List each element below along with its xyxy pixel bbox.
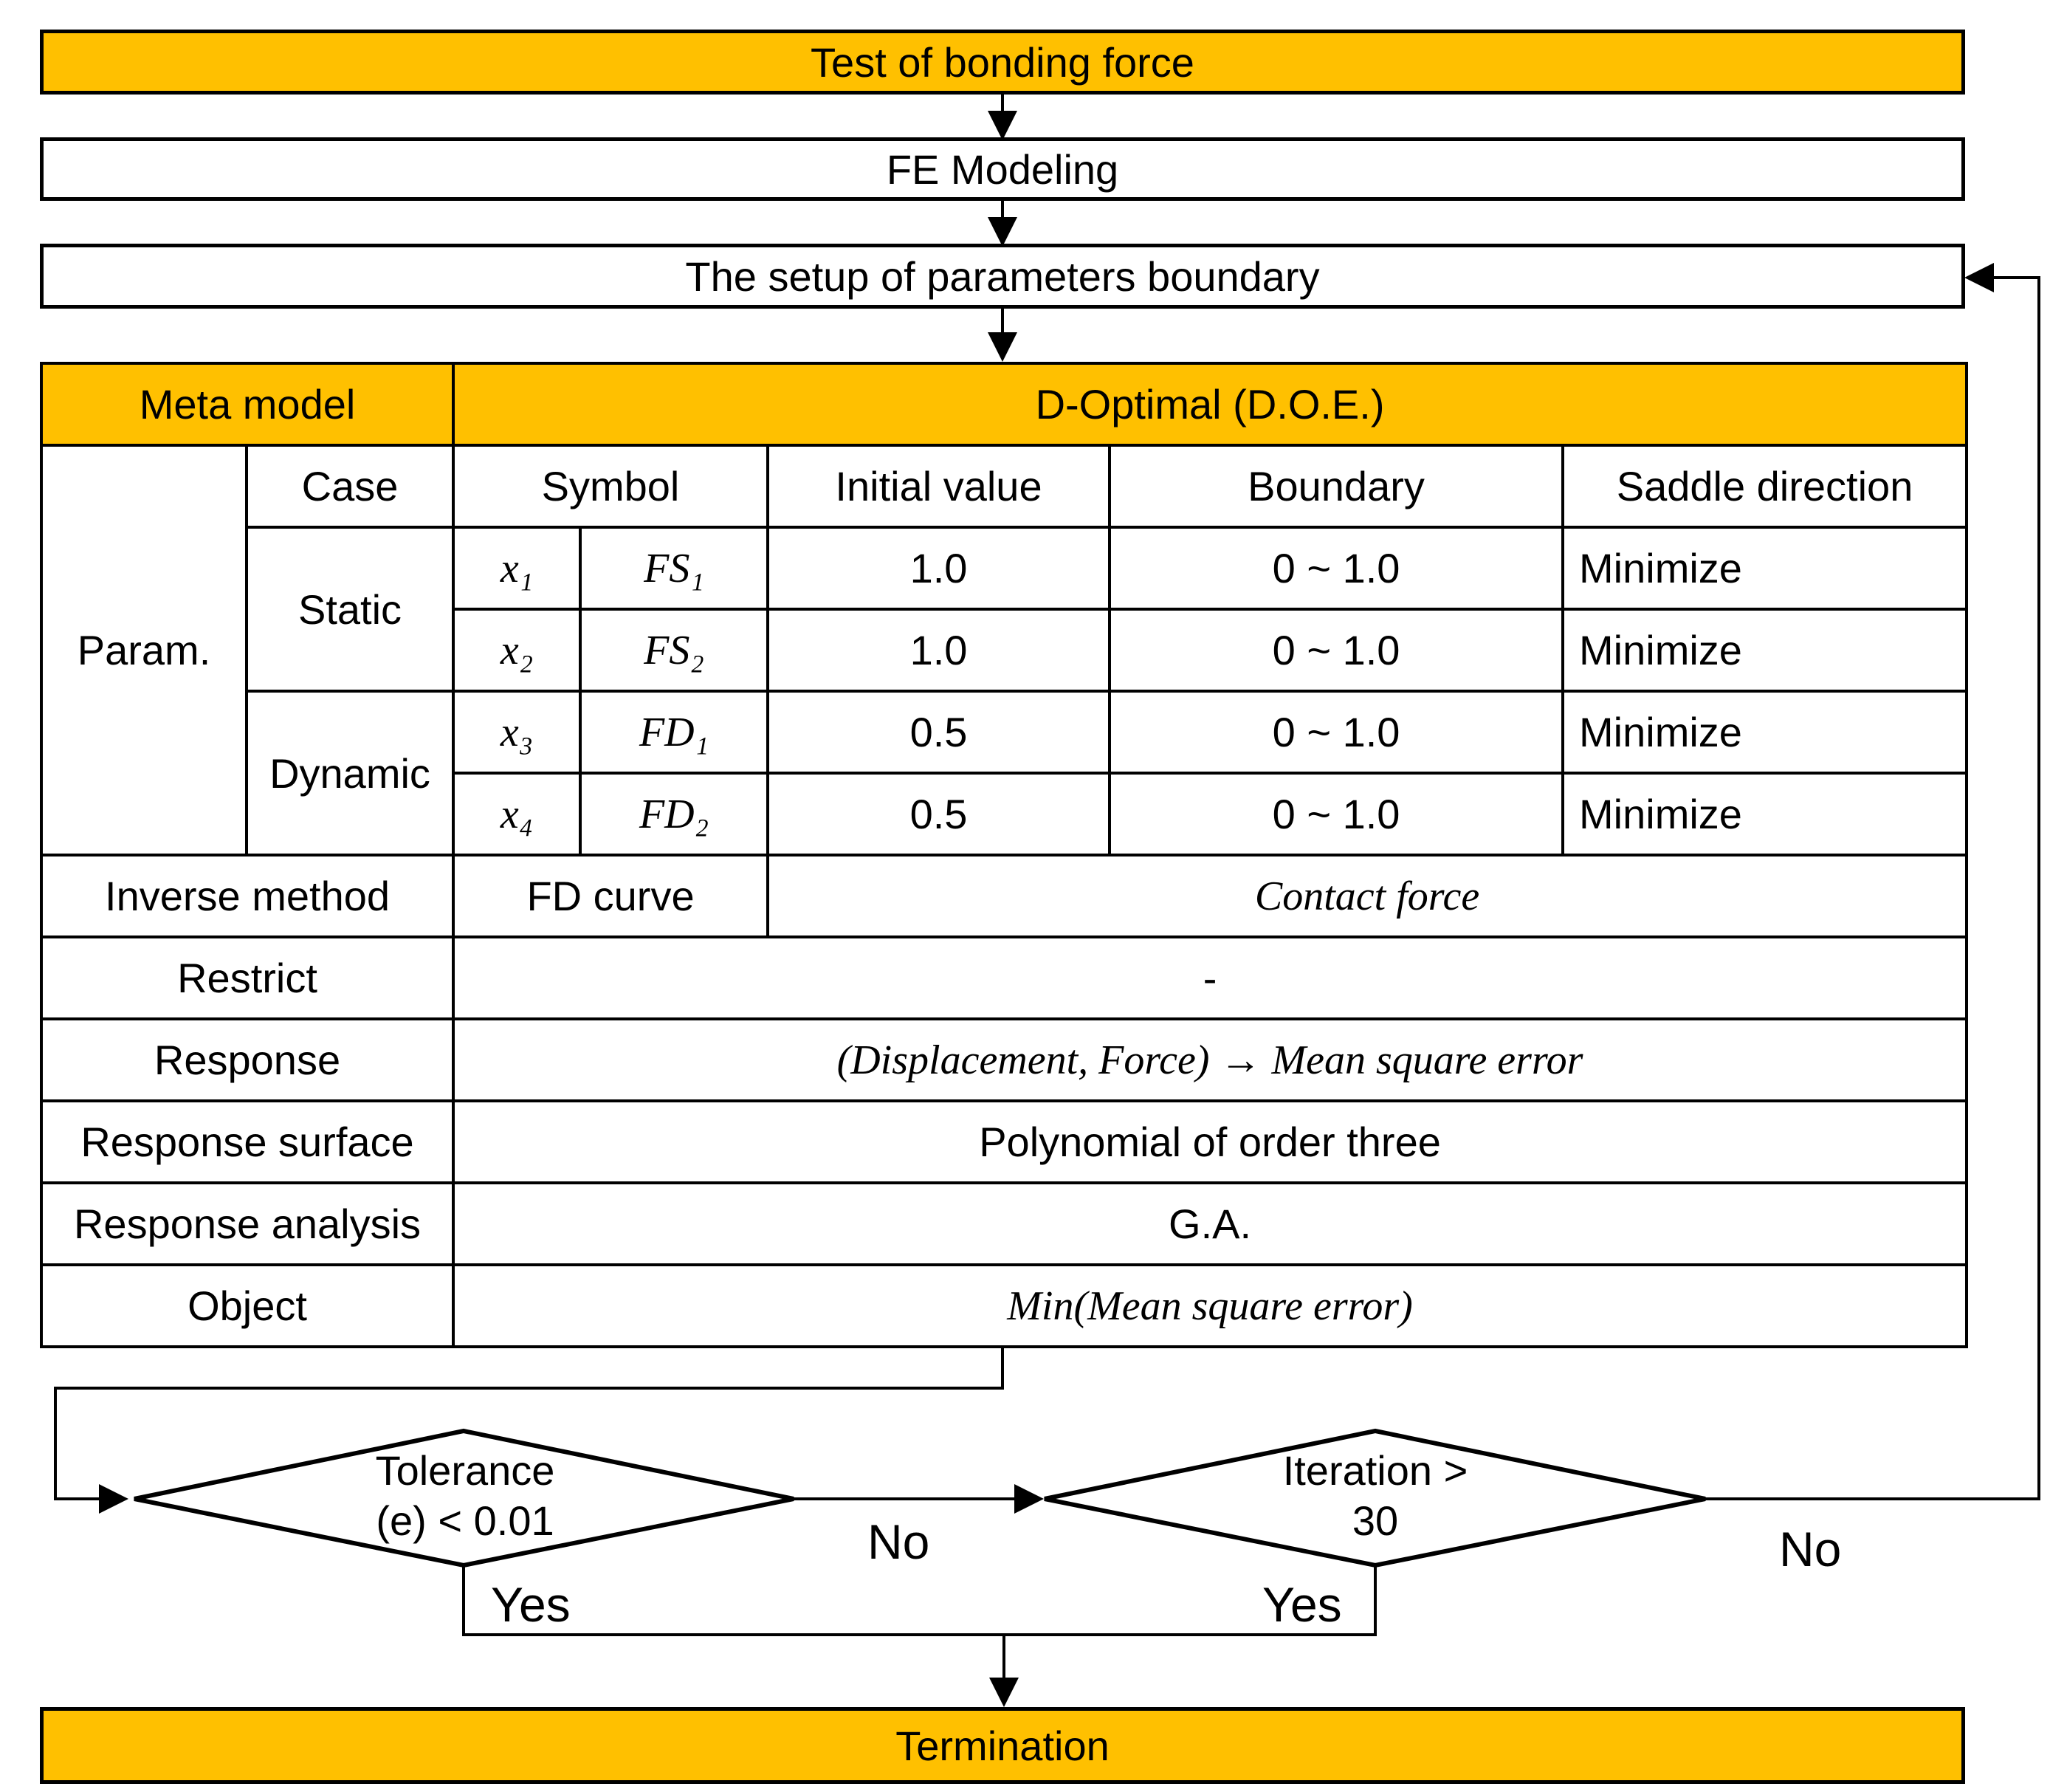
inverse-label: Inverse method <box>41 855 453 937</box>
inverse-value: FD curve <box>453 855 768 937</box>
initial-header: Initial value <box>768 445 1110 527</box>
no-label-2: No <box>1779 1522 1842 1576</box>
init: 1.0 <box>768 609 1110 691</box>
iter-line1: Iteration > <box>1282 1447 1468 1494</box>
iteration-text <box>1228 1446 1523 1546</box>
var: x₁ <box>453 527 580 609</box>
sym: FS₂ <box>580 609 768 691</box>
symbol-header: Symbol <box>453 445 768 527</box>
yes-label-2: Yes <box>1262 1577 1342 1632</box>
dir: Minimize <box>1563 609 1967 691</box>
saddle-header: Saddle direction <box>1563 445 1967 527</box>
init: 1.0 <box>768 527 1110 609</box>
boundary-header: Boundary <box>1110 445 1563 527</box>
sym: FD₂ <box>580 773 768 855</box>
fe-modeling-box: FE Modeling <box>40 137 1965 201</box>
sym: FS₁ <box>580 527 768 609</box>
dir: Minimize <box>1563 691 1967 773</box>
dynamic-label: Dynamic <box>247 691 453 855</box>
tol-line2: (e) < 0.01 <box>376 1497 554 1544</box>
bound: 0 ~ 1.0 <box>1110 527 1563 609</box>
param-label: Param. <box>41 445 247 855</box>
bound: 0 ~ 1.0 <box>1110 773 1563 855</box>
var: x₄ <box>453 773 580 855</box>
static-label: Static <box>247 527 453 691</box>
sym: FD₁ <box>580 691 768 773</box>
response-label: Response <box>41 1019 453 1101</box>
inverse-detail: Contact force <box>768 855 1967 937</box>
tolerance-text <box>317 1446 613 1546</box>
bound: 0 ~ 1.0 <box>1110 691 1563 773</box>
init: 0.5 <box>768 773 1110 855</box>
restrict-value: - <box>453 937 1967 1019</box>
response-value: (Displacement, Force) → Mean square error <box>453 1019 1967 1101</box>
table-row <box>41 527 1967 609</box>
iter-line2: 30 <box>1352 1497 1399 1544</box>
test-bonding-force-box: Test of bonding force <box>40 30 1965 95</box>
parameter-boundary-box: The setup of parameters boundary <box>40 244 1965 309</box>
object-label: Object <box>41 1265 453 1347</box>
tol-line1: Tolerance <box>375 1447 555 1494</box>
dir: Minimize <box>1563 527 1967 609</box>
var: x₃ <box>453 691 580 773</box>
case-header: Case <box>247 445 453 527</box>
termination-box: Termination <box>40 1707 1965 1784</box>
object-value: Min(Mean square error) <box>453 1265 1967 1347</box>
no-label-1: No <box>867 1514 930 1569</box>
surface-value: Polynomial of order three <box>453 1101 1967 1183</box>
dir: Minimize <box>1563 773 1967 855</box>
var: x₂ <box>453 609 580 691</box>
doe-label: D-Optimal (D.O.E.) <box>453 363 1967 445</box>
meta-model-label: Meta model <box>41 363 453 445</box>
table-row <box>41 691 1967 773</box>
analysis-label: Response analysis <box>41 1183 453 1265</box>
bound: 0 ~ 1.0 <box>1110 609 1563 691</box>
yes-label-1: Yes <box>491 1577 571 1632</box>
init: 0.5 <box>768 691 1110 773</box>
restrict-label: Restrict <box>41 937 453 1019</box>
analysis-value: G.A. <box>453 1183 1967 1265</box>
surface-label: Response surface <box>41 1101 453 1183</box>
meta-model-table <box>40 362 1968 1348</box>
